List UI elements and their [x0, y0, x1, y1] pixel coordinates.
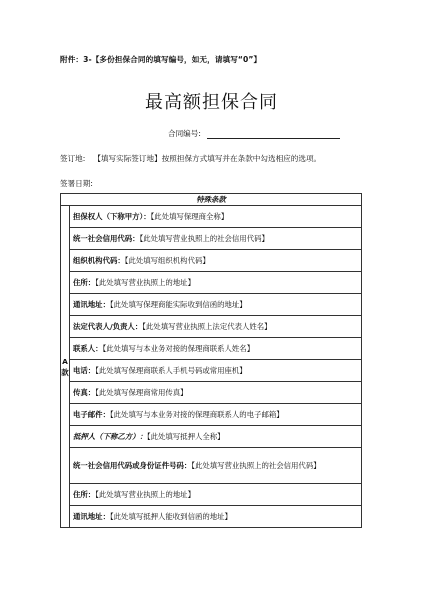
contract-number-label: 合同编号:: [168, 129, 201, 138]
table-row: [70, 250, 362, 272]
row-label: 通讯地址：: [73, 300, 110, 309]
row-value: 【此处填写保理商常用传真】: [95, 388, 188, 397]
row-value: 【此处填写营业执照上的社会信用代码】: [139, 234, 269, 243]
row-value: 【此处填写营业执照上的地址】: [95, 278, 195, 287]
sign-place: [60, 153, 329, 164]
row-value: 【此处填写营业执照上的社会信用代码】: [191, 460, 321, 470]
row-label: 统一社会信用代码：: [73, 234, 140, 243]
table-row: [70, 382, 362, 404]
row-label: 统一社会信用代码或身份证件号码：: [73, 460, 192, 470]
row-label: 通讯地址：: [73, 512, 110, 521]
table-row: [70, 316, 362, 338]
table-row: [70, 338, 362, 360]
table-row: [70, 506, 362, 528]
table-row: [70, 272, 362, 294]
row-value: 【此处填写营业执照上的地址】: [95, 490, 195, 499]
sign-date-label: 签署日期:: [60, 179, 93, 188]
row-label: 法定代表人/负责人：: [73, 322, 143, 331]
table-row: [70, 484, 362, 506]
attachment-note: 附件：3-【多份担保合同的填写编号，如无，请填写“0”】: [60, 55, 262, 64]
table-row: [70, 360, 362, 382]
contract-number-field: [168, 128, 340, 139]
row-value: 【此处填写抵押人能收到信函的地址】: [109, 512, 232, 521]
row-value: 【此处填写组织机构代码】: [124, 256, 210, 265]
document-title: 最高额担保合同: [145, 92, 278, 113]
row-label: 住所：: [73, 490, 96, 499]
table-row: [70, 206, 362, 228]
table-row: [70, 426, 362, 448]
sign-place-label: 签订地:: [60, 154, 86, 163]
table-row: [70, 404, 362, 426]
row-value: 【此处填写营业执照上法定代表人姓名】: [142, 322, 272, 331]
clause-a-label: A款: [61, 206, 70, 528]
table-row: [70, 294, 362, 316]
row-label: 组织机构代码：: [73, 256, 125, 265]
row-value: 【此处填写与本业务对接的保理商联系人的电子邮箱】: [109, 410, 284, 419]
row-value: 【此处填写保理商全称】: [150, 212, 229, 221]
contract-number-blank: [207, 129, 340, 139]
sign-place-value: 【填写实际签订地】按照担保方式填写并在条款中勾选相应的选项。: [93, 154, 322, 163]
row-value: 【此处填写保理商联系人手机号码或常用座机】: [95, 366, 247, 375]
row-label: 联系人：: [73, 344, 103, 353]
row-label: 电话：: [73, 366, 96, 375]
row-label: 担保权人（下称甲方）：: [73, 212, 151, 221]
table-row: [70, 448, 362, 484]
row-value: 【此处填写抵押人全称】: [146, 432, 225, 441]
row-label: 电子邮件：: [73, 410, 110, 419]
table-row: [70, 228, 362, 250]
special-terms-table: [60, 193, 362, 528]
row-label: 抵押人（下称乙方）：: [73, 432, 147, 441]
row-label: 住所：: [73, 278, 96, 287]
row-value: 【此处填写保理商能实际收到信函的地址】: [109, 300, 247, 309]
table-header: 特殊条款: [61, 194, 362, 206]
row-label: 传真：: [73, 388, 96, 397]
row-value: 【此处填写与本业务对接的保理商联系人姓名】: [102, 344, 255, 353]
